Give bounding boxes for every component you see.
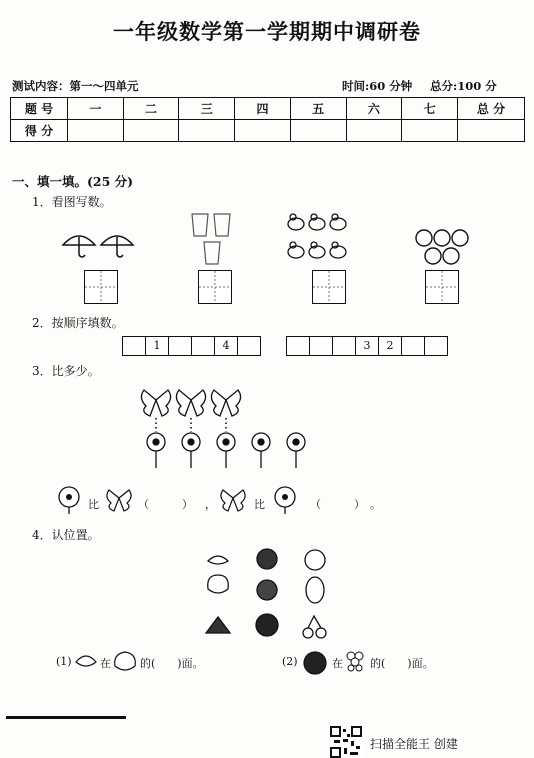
q4-part1-number: (1) <box>56 655 72 668</box>
question-2-label: 2．按顺序填数。 <box>32 316 124 330</box>
score-cell[interactable] <box>290 120 346 142</box>
score-table <box>10 97 525 142</box>
answer-box[interactable] <box>425 270 459 304</box>
score-cell[interactable] <box>458 120 525 142</box>
sequence-cell[interactable] <box>333 337 356 355</box>
sequence-cell: 2 <box>379 337 402 355</box>
separator: ， <box>205 498 216 511</box>
answer-blank[interactable]: （ ） <box>138 498 193 511</box>
apple-icon <box>414 228 472 268</box>
header-cell: 四 <box>235 98 291 120</box>
flower-icon <box>54 484 84 514</box>
butterfly-icon <box>104 486 134 514</box>
sequence-cell: 1 <box>146 337 169 355</box>
sequence-cell[interactable] <box>123 337 146 355</box>
score-table-header-row <box>11 98 525 120</box>
sequence-cell: 3 <box>356 337 379 355</box>
q4-part2-number: (2) <box>282 655 298 668</box>
test-content-label: 测试内容：第一～四单元 <box>12 79 139 93</box>
score-table-score-row <box>11 120 525 142</box>
duck-icon <box>284 212 350 268</box>
answer-box[interactable] <box>198 270 232 304</box>
answer-blank[interactable]: （ ） <box>310 498 365 511</box>
butterfly-flower-group-icon <box>136 384 326 474</box>
umbrella-icon <box>60 225 138 261</box>
flower-icon <box>270 484 300 514</box>
sequence-cell: 4 <box>215 337 238 355</box>
sequence-row-2 <box>286 336 448 356</box>
butterfly-icon <box>218 486 248 514</box>
cup-icon <box>188 210 238 270</box>
header-cell: 六 <box>346 98 402 120</box>
position-word: 在 <box>332 657 343 670</box>
sequence-cell[interactable] <box>238 337 260 355</box>
period: 。 <box>370 498 381 511</box>
score-cell[interactable] <box>123 120 179 142</box>
score-cell[interactable] <box>179 120 235 142</box>
total-score-label: 总分:100 分 <box>430 79 497 93</box>
banana-icon <box>74 650 98 672</box>
position-word: 在 <box>100 657 111 670</box>
page-title: 一年级数学第一学期期中调研卷 <box>113 19 421 44</box>
score-cell[interactable] <box>235 120 291 142</box>
fruit-grid-icon <box>200 545 334 645</box>
score-cell[interactable] <box>68 120 124 142</box>
question-4-label: 4．认位置。 <box>32 528 100 542</box>
qr-code-icon <box>330 726 362 758</box>
header-cell: 五 <box>290 98 346 120</box>
score-cell[interactable] <box>346 120 402 142</box>
grape-icon <box>344 648 368 674</box>
sequence-cell[interactable] <box>287 337 310 355</box>
answer-box[interactable] <box>312 270 346 304</box>
score-cell[interactable] <box>402 120 458 142</box>
sequence-cell[interactable] <box>310 337 333 355</box>
answer-box[interactable] <box>84 270 118 304</box>
tomato-icon <box>300 648 330 676</box>
time-label: 时间:60 分钟 <box>342 79 413 93</box>
question-1-label: 1．看图写数。 <box>32 195 112 209</box>
sequence-cell[interactable] <box>425 337 447 355</box>
compare-word: 比 <box>254 498 265 511</box>
section-1-heading: 一、填一填。(25 分) <box>12 174 134 189</box>
question-3-label: 3．比多少。 <box>32 364 100 378</box>
header-cell: 题 号 <box>11 98 68 120</box>
compare-word: 比 <box>88 498 99 511</box>
answer-blank[interactable]: 的( )面。 <box>140 657 204 670</box>
header-cell: 一 <box>68 98 124 120</box>
app-watermark-label: 扫描全能王 创建 <box>370 737 458 751</box>
divider <box>6 716 126 719</box>
header-cell: 总 分 <box>458 98 525 120</box>
answer-blank[interactable]: 的( )面。 <box>370 657 434 670</box>
sequence-cell[interactable] <box>192 337 215 355</box>
header-cell: 七 <box>402 98 458 120</box>
sequence-row-1 <box>122 336 261 356</box>
header-cell: 三 <box>179 98 235 120</box>
header-cell: 二 <box>123 98 179 120</box>
sequence-cell[interactable] <box>169 337 192 355</box>
score-row-label: 得 分 <box>11 120 68 142</box>
sequence-cell[interactable] <box>402 337 425 355</box>
peach-icon <box>112 648 138 674</box>
